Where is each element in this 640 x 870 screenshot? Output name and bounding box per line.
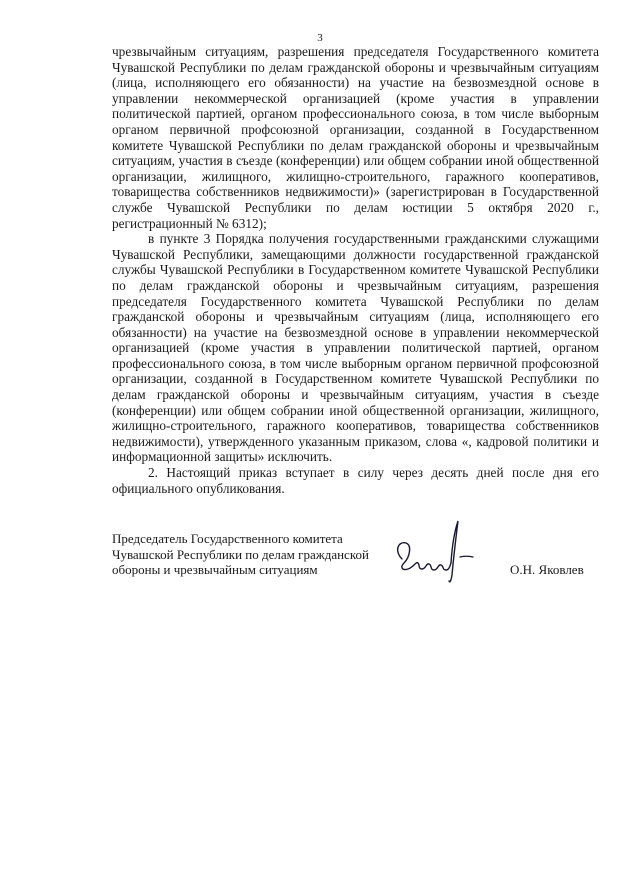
document-body — [112, 44, 599, 496]
signatory-position — [112, 531, 402, 578]
paragraph-amendment: в пункте 3 Порядка получения государственными гражданскими служащими Чувашской Республики, замещающими должности государственной гражданской службы Чувашской Республики в Государственном комитете Чувашской Республики по делам гражданской обороны и чрезвычайным ситуациям, разрешения председателя Государственного комитета Чувашской Республики по делам гражданской обороны и чрезвычайным ситуациям (лица, исполняющего его обязанности) на участие на безвозмездной основе в управлении некоммерческой организацией (кроме участия в управлении политической партией, органом профессионального союза, в том числе выборным органом первичной профсоюзной организации, созданной в Государственном комитете Чувашской Республики по делам гражданской обороны и чрезвычайным ситуациям, участия в съезде (конференции) или общем собрании иной общественной организации, жилищного, жилищно-строительного, гаражного кооперативов, товарищества собственников недвижимости), утвержденного указанным приказом, слова «, кадровой политики и информационной защиты» исключить. — [112, 231, 599, 465]
page-number: 3 — [317, 32, 323, 44]
signature-block — [112, 531, 612, 591]
handwritten-signature — [388, 517, 478, 587]
signatory-name: О.Н. Яковлев — [510, 562, 584, 577]
signatory-position-line-2: Чувашской Республики по делам гражданской — [112, 546, 369, 562]
signatory-position-line-1: Председатель Государственного комитета — [112, 531, 343, 546]
signatory-position-line-3: обороны и чрезвычайным ситуациям — [112, 562, 318, 577]
paragraph-continuation: чрезвычайным ситуациям, разрешения председателя Государственного комитета Чувашской Республики по делам гражданской обороны и чрезвычайным ситуациям (лица, исполняющего его обязанности) на участие на безвозмездной основе в управлении некоммерческой организацией (кроме участия в управлении политической партией, органом профессионального союза, в том числе выборным органом первичной профсоюзной организации, созданной в Государственном комитете Чувашской Республики по делам гражданской обороны и чрезвычайным ситуациям, участия в съезде (конференции) или общем собрании иной общественной организации, жилищного, жилищно-строительного, гаражного кооперативов, товарищества собственников недвижимости)» (зарегистрирован в Государственной службе Чувашской Республики по делам юстиции 5 октября 2020 г., регистрационный № 6312); — [112, 44, 599, 231]
paragraph-effective-date: 2. Настоящий приказ вступает в силу через десять дней после дня его официального опубликования. — [112, 465, 599, 496]
